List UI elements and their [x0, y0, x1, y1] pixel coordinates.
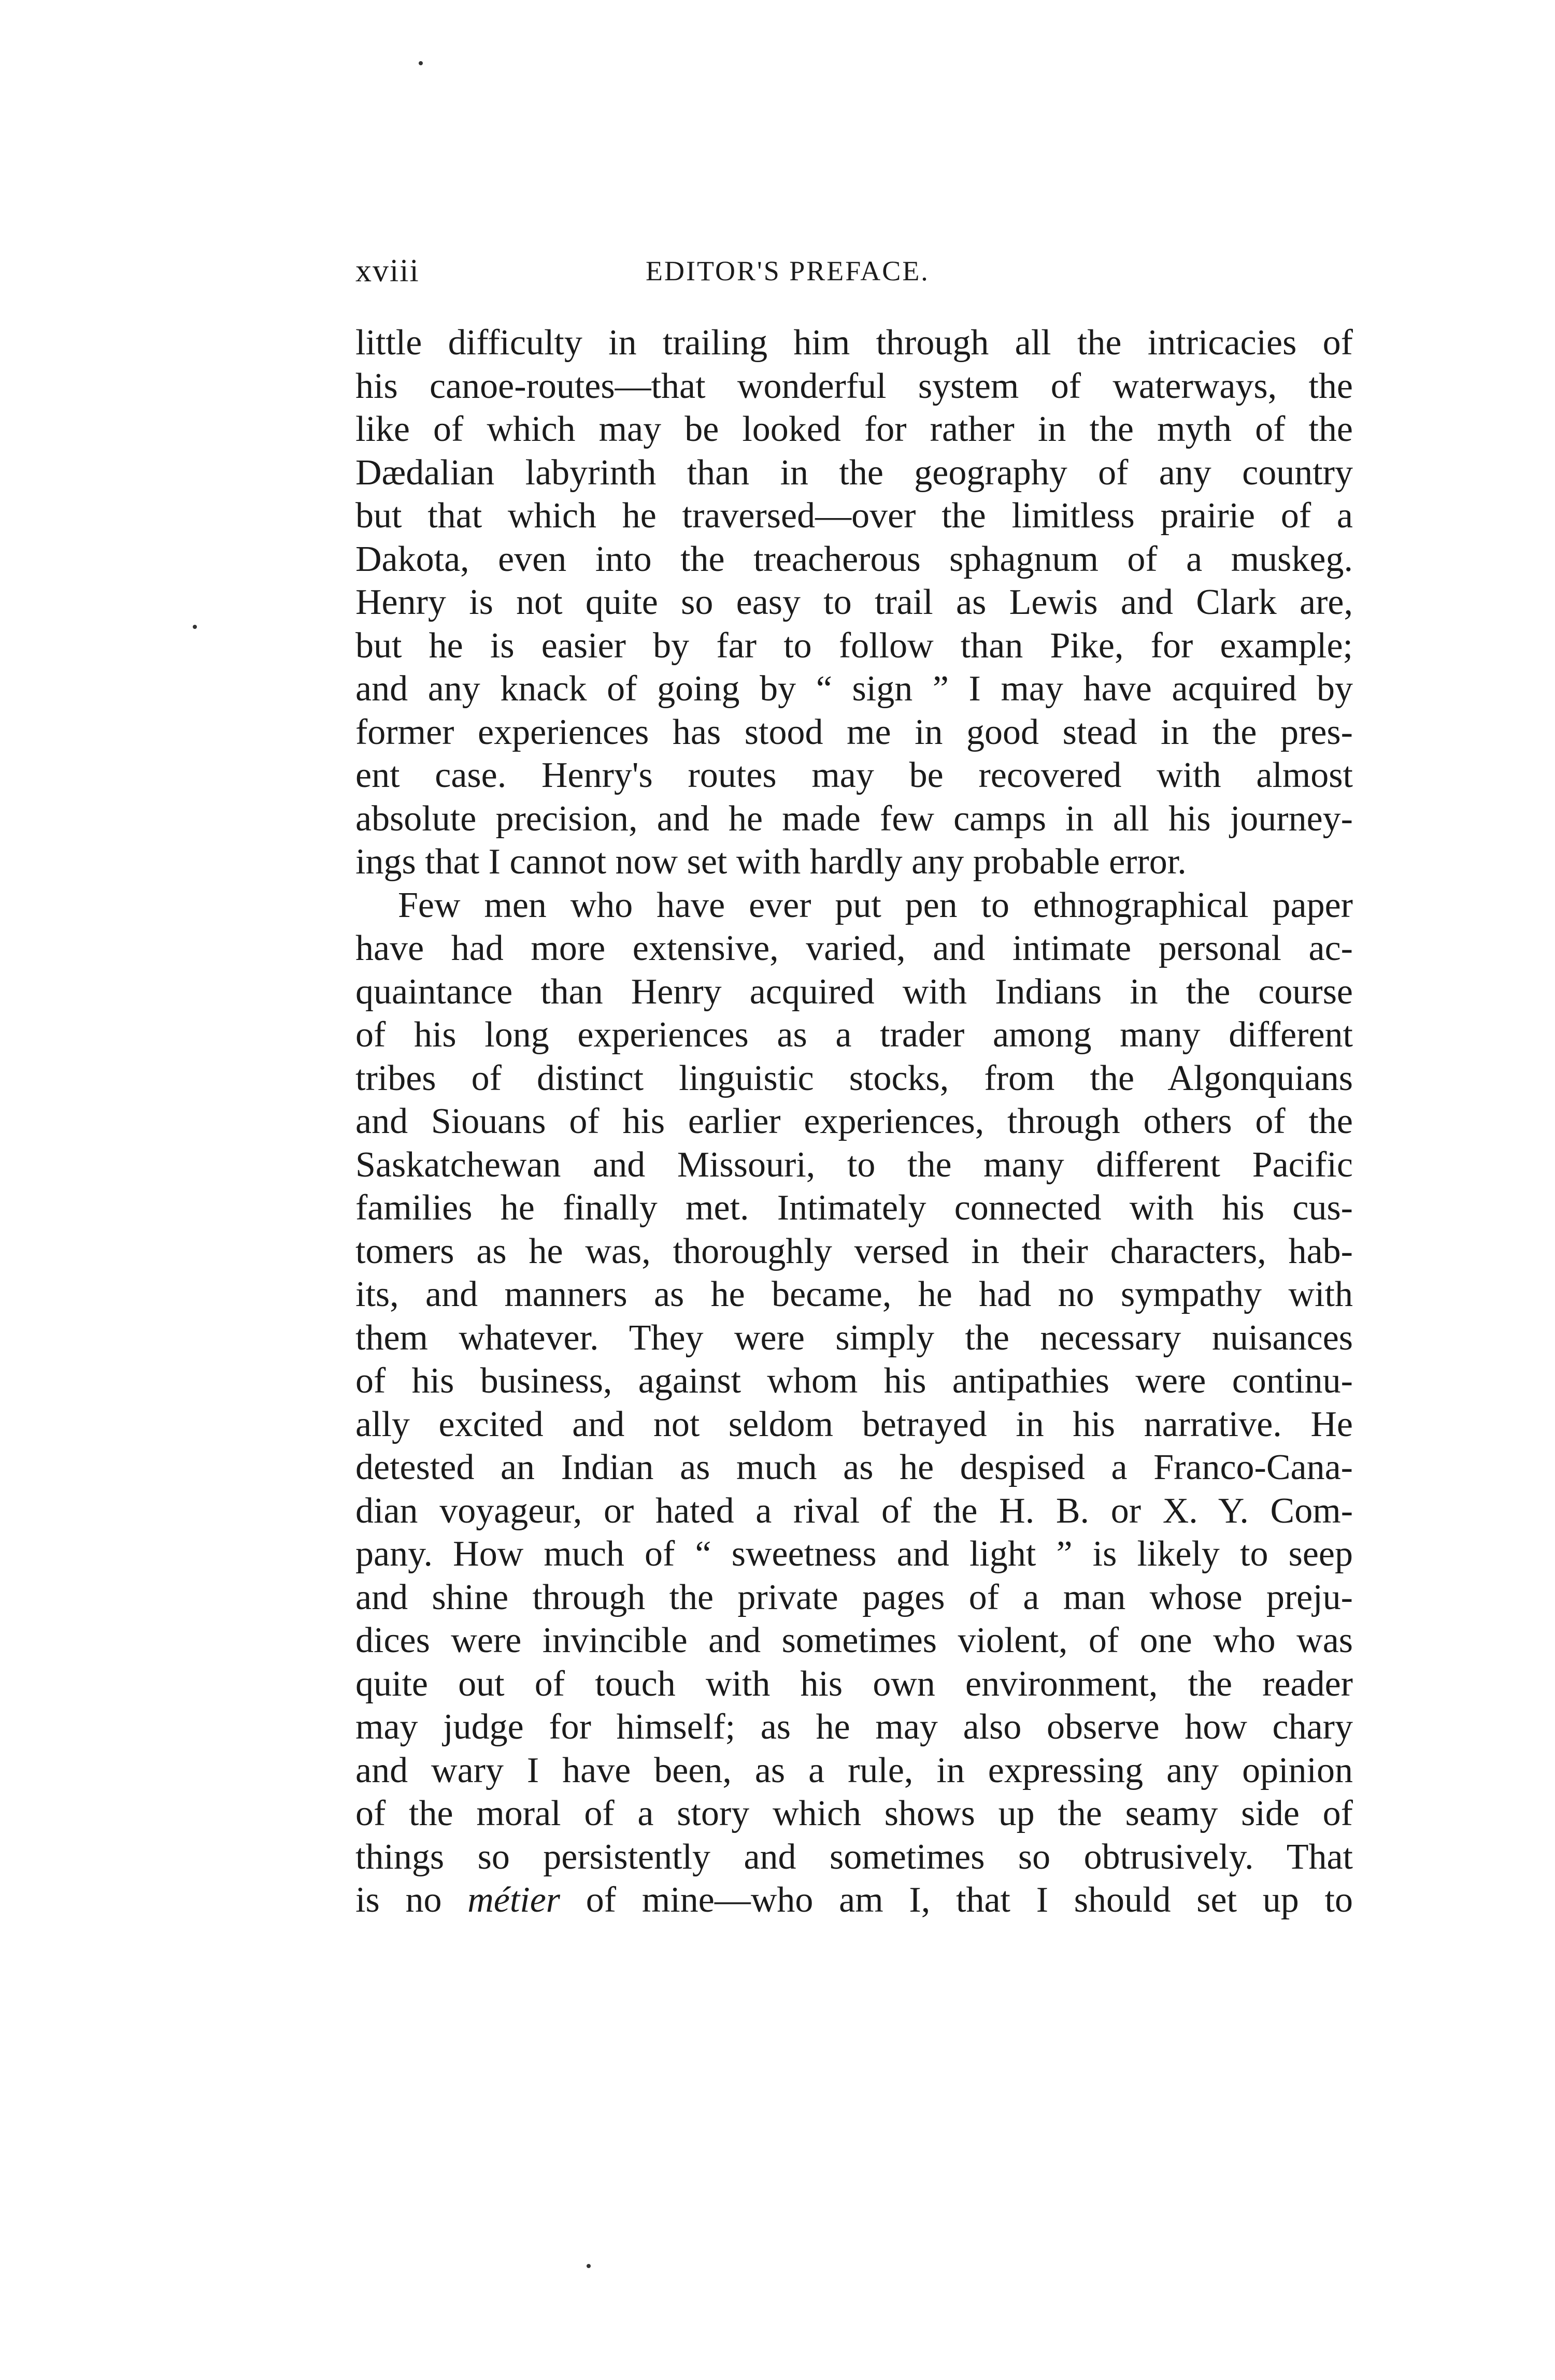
text-fragment: of mine—who am I, that I should set up to — [560, 1880, 1353, 1920]
text-line: ings that I cannot now set with hardly any probable error. — [355, 842, 1187, 882]
text-line: and shine through the private pages of a man whose preju- — [355, 1577, 1353, 1617]
text-line: little difficulty in trailing him through all the intricacies of — [355, 323, 1353, 363]
text-line: have had more extensive, varied, and intimate personal ac- — [355, 928, 1353, 968]
text-line: things so persistently and sometimes so obtrusively. That — [355, 1837, 1353, 1877]
running-title: EDITOR'S PREFACE. — [646, 255, 930, 286]
text-line: Dakota, even into the treacherous sphagnum of a muskeg. — [355, 539, 1353, 579]
text-line: pany. How much of “ sweetness and light ” is likely to seep — [355, 1534, 1353, 1574]
text-line: detested an Indian as much as he despised a Franco-Cana- — [355, 1447, 1353, 1487]
text-line: absolute precision, and he made few camps in all his journey- — [355, 798, 1353, 839]
text-line: dian voyageur, or hated a rival of the H. B. or X. Y. Com- — [355, 1490, 1353, 1531]
paragraph-first-line: Few men who have ever put pen to ethnographical paper — [398, 885, 1353, 925]
text-line: Dædalian labyrinth than in the geography of any country — [355, 452, 1353, 493]
text-line: and any knack of going by “ sign ” I may have acquired by — [355, 669, 1353, 709]
text-line: of his business, against whom his antipathies were continu- — [355, 1361, 1353, 1401]
running-head — [355, 248, 1320, 294]
text-line: ally excited and not seldom betrayed in his narrative. He — [355, 1404, 1353, 1444]
text-line-last — [355, 1879, 1353, 1922]
text-line: quaintance than Henry acquired with Indians in the course — [355, 971, 1353, 1012]
print-speck — [419, 61, 423, 65]
text-line: his canoe-routes—that wonderful system of waterways, the — [355, 366, 1353, 406]
text-line: Henry is not quite so easy to trail as Lewis and Clark are, — [355, 582, 1353, 622]
text-line: families he finally met. Intimately connected with his cus- — [355, 1188, 1353, 1228]
text-line: former experiences has stood me in good stead in the pres- — [355, 712, 1353, 752]
text-line: and Siouans of his earlier experiences, through others of the — [355, 1101, 1353, 1141]
text-line: tribes of distinct linguistic stocks, from the Algonquians — [355, 1058, 1353, 1098]
text-line: but that which he traversed—over the limitless prairie of a — [355, 496, 1353, 536]
body-text — [355, 321, 1353, 1922]
text-line: dices were invincible and sometimes violent, of one who was — [355, 1621, 1353, 1660]
text-line: ent case. Henry's routes may be recovered with almost — [355, 755, 1353, 795]
page-number: xviii — [355, 253, 420, 289]
text-line: of the moral of a story which shows up the seamy side of — [355, 1794, 1353, 1833]
text-line: like of which may be looked for rather in the myth of the — [355, 409, 1353, 449]
text-line: Saskatchewan and Missouri, to the many different Pacific — [355, 1144, 1353, 1185]
text-line: but he is easier by far to follow than Pike, for example; — [355, 625, 1353, 666]
text-fragment: is no — [355, 1880, 468, 1920]
italic-word: métier — [467, 1880, 561, 1920]
text-line: tomers as he was, thoroughly versed in their characters, hab- — [355, 1231, 1353, 1271]
text-line: its, and manners as he became, he had no sympathy with — [355, 1274, 1353, 1314]
text-line: quite out of touch with his own environment, the reader — [355, 1664, 1353, 1704]
text-line: of his long experiences as a trader among many different — [355, 1015, 1353, 1055]
text-line: and wary I have been, as a rule, in expressing any opinion — [355, 1750, 1353, 1790]
text-line: may judge for himself; as he may also observe how chary — [355, 1707, 1353, 1747]
print-speck — [587, 2264, 591, 2268]
text-line: them whatever. They were simply the necessary nuisances — [355, 1317, 1353, 1358]
print-speck — [193, 625, 197, 629]
